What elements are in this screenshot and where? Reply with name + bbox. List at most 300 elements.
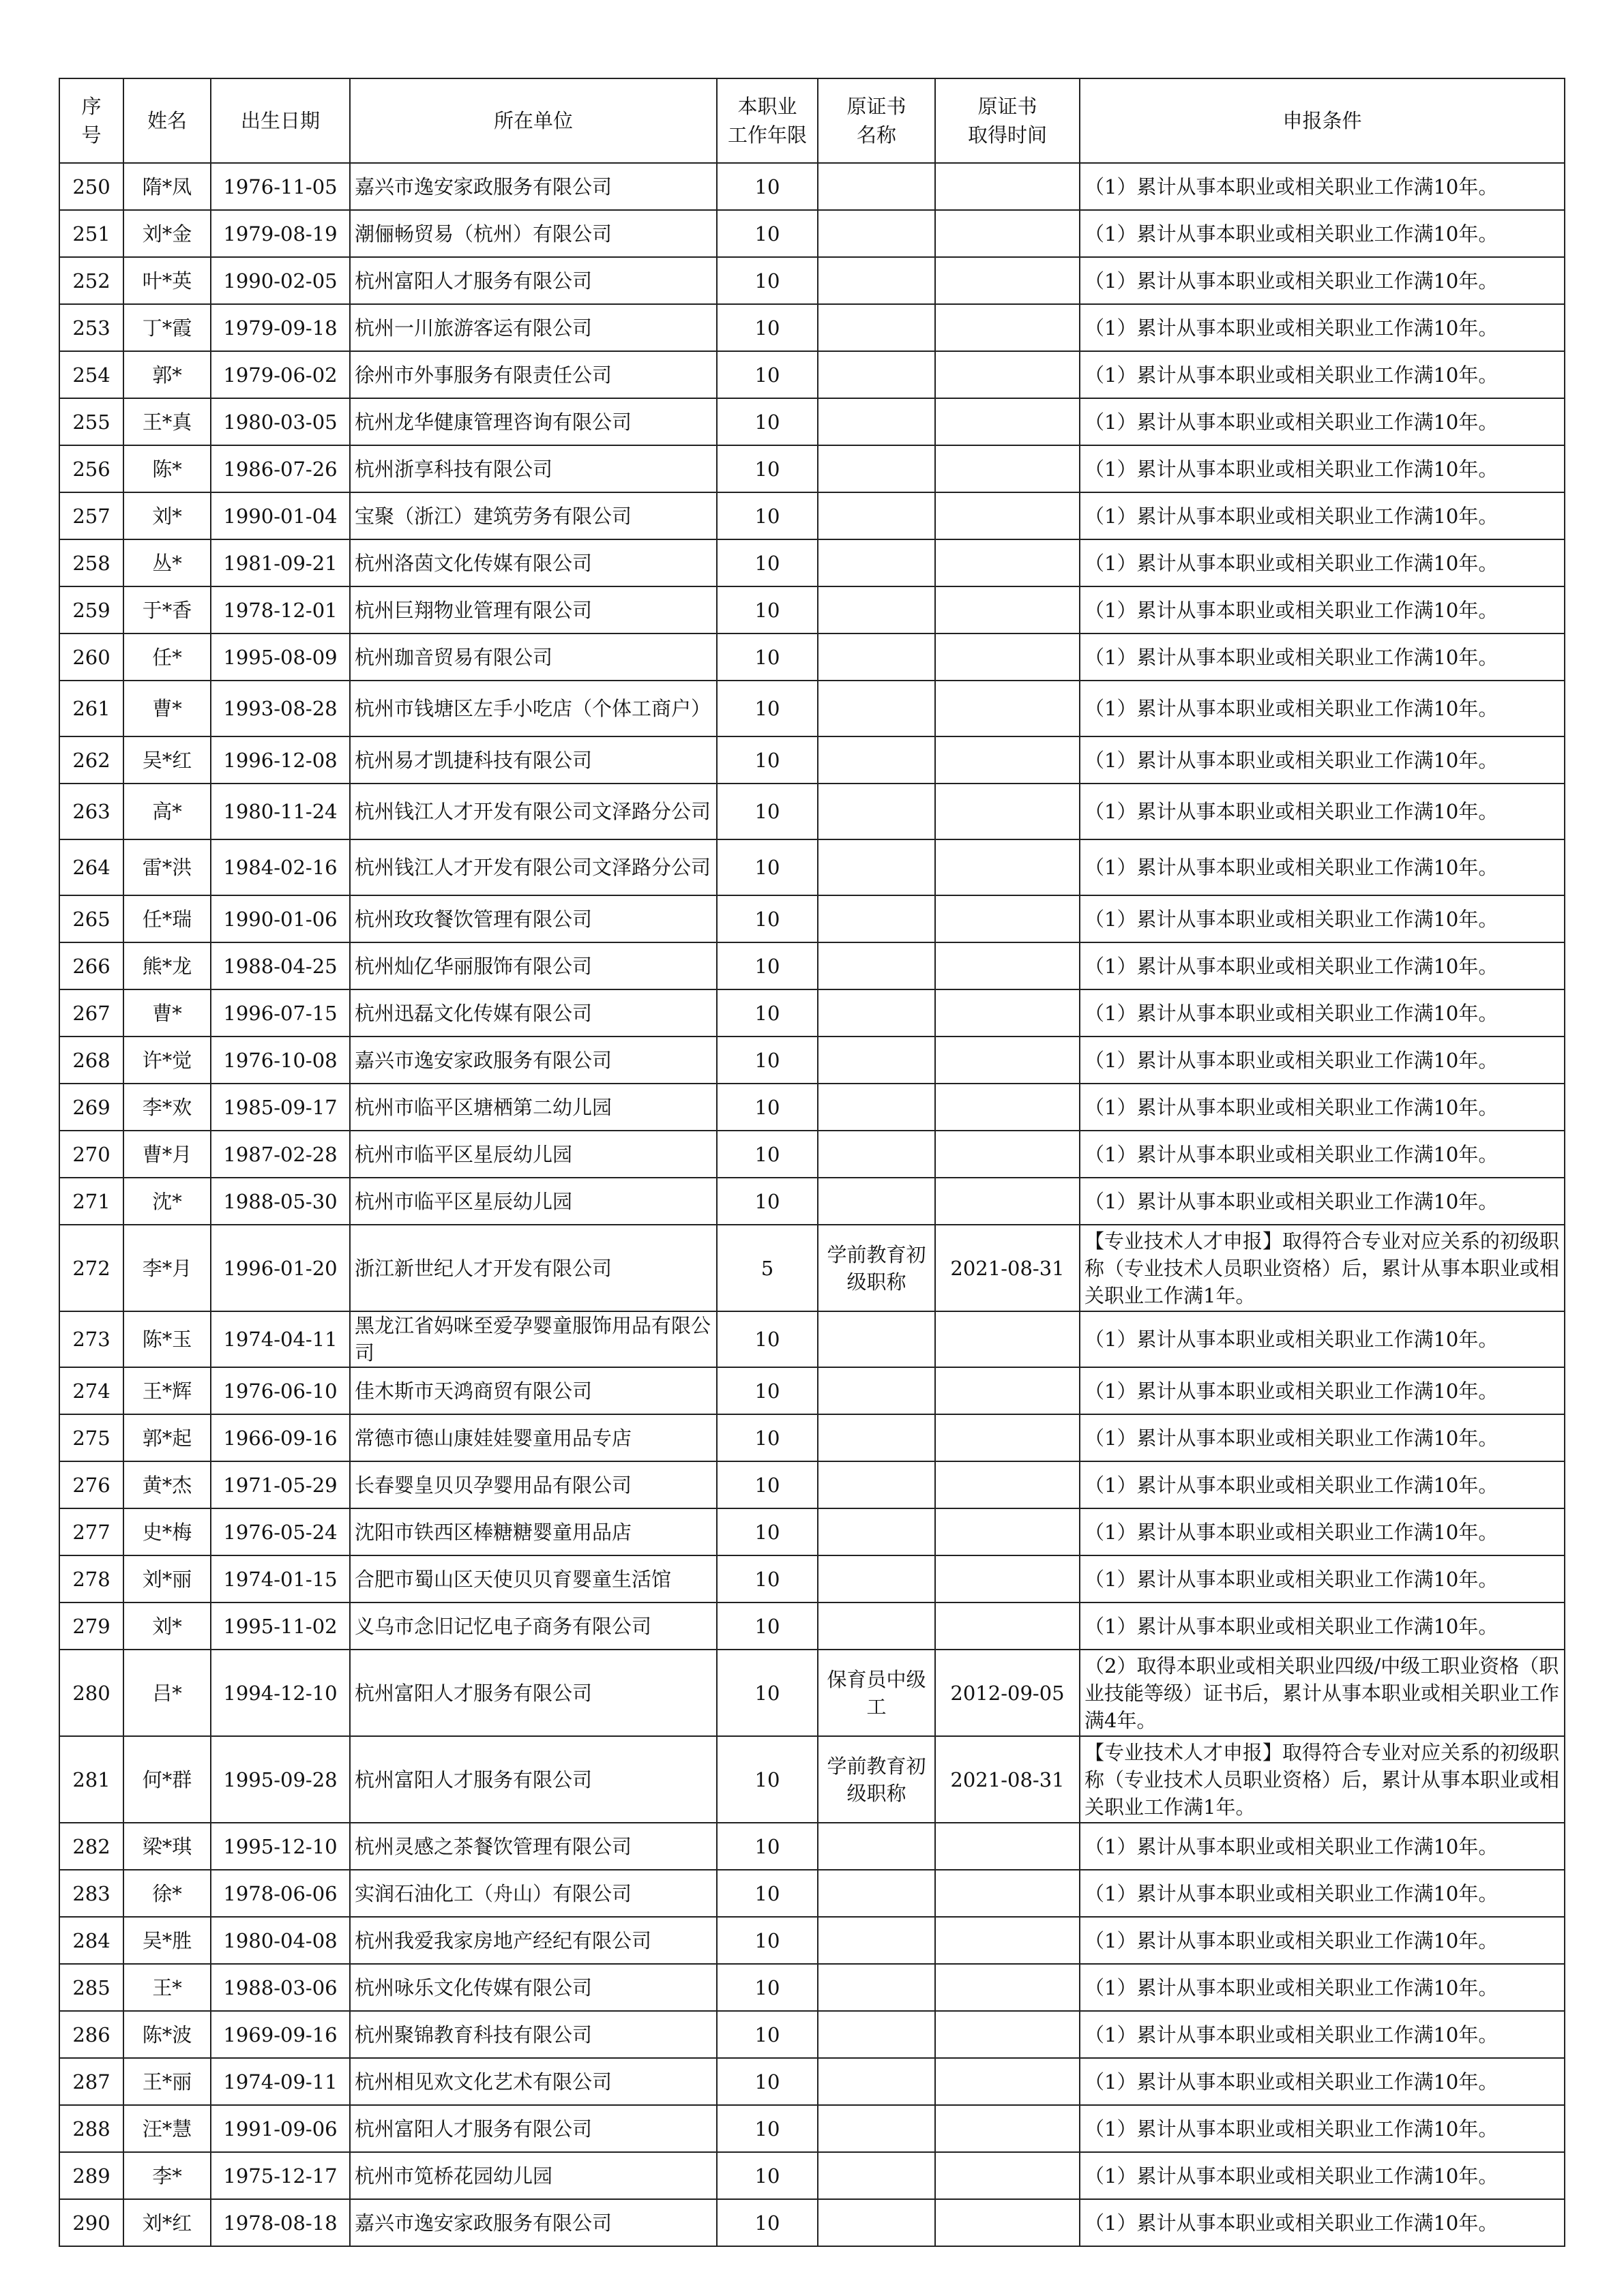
cell-condition: （1）累计从事本职业或相关职业工作满10年。 (1080, 895, 1565, 942)
cell-unit: 杭州富阳人才服务有限公司 (350, 1736, 717, 1823)
cell-cert-date (935, 1367, 1080, 1414)
cell-name: 曹* (123, 989, 211, 1037)
cell-cert-date (935, 2152, 1080, 2199)
cell-cert-name (818, 1917, 935, 1964)
cell-cert-date (935, 1870, 1080, 1917)
cell-birth: 1995-12-10 (211, 1823, 350, 1870)
cell-birth: 1995-09-28 (211, 1736, 350, 1823)
cell-cert-date (935, 633, 1080, 681)
cell-unit: 杭州钱江人才开发有限公司文泽路分公司 (350, 784, 717, 839)
cell-name: 刘*丽 (123, 1555, 211, 1602)
cell-cert-name (818, 633, 935, 681)
cell-birth: 1966-09-16 (211, 1414, 350, 1461)
cell-name: 沈* (123, 1178, 211, 1225)
cell-birth: 1976-06-10 (211, 1367, 350, 1414)
cell-unit: 杭州洛茵文化传媒有限公司 (350, 539, 717, 586)
cell-unit: 杭州富阳人才服务有限公司 (350, 257, 717, 304)
cell-cert-date (935, 1508, 1080, 1555)
cell-birth: 1996-12-08 (211, 736, 350, 784)
cell-birth: 1995-11-02 (211, 1602, 350, 1650)
cell-condition: （1）累计从事本职业或相关职业工作满10年。 (1080, 1602, 1565, 1650)
cell-cert-date (935, 1602, 1080, 1650)
table-row (59, 163, 1565, 210)
cell-unit: 宝聚（浙江）建筑劳务有限公司 (350, 492, 717, 539)
cell-years: 10 (717, 895, 818, 942)
table-row (59, 1964, 1565, 2011)
cell-years: 10 (717, 1736, 818, 1823)
cell-seq: 288 (59, 2105, 123, 2152)
table-row (59, 1414, 1565, 1461)
cell-seq: 277 (59, 1508, 123, 1555)
cell-cert-date (935, 839, 1080, 895)
cell-seq: 282 (59, 1823, 123, 1870)
cell-unit: 杭州龙华健康管理咨询有限公司 (350, 398, 717, 445)
cell-unit: 嘉兴市逸安家政服务有限公司 (350, 163, 717, 210)
cell-name: 王* (123, 1964, 211, 2011)
cell-name: 李*欢 (123, 1084, 211, 1131)
cell-condition: （1）累计从事本职业或相关职业工作满10年。 (1080, 2058, 1565, 2105)
cell-condition: （1）累计从事本职业或相关职业工作满10年。 (1080, 398, 1565, 445)
cell-cert-name (818, 895, 935, 942)
cell-unit: 杭州市临平区星辰幼儿园 (350, 1178, 717, 1225)
table-row (59, 257, 1565, 304)
cell-condition: （1）累计从事本职业或相关职业工作满10年。 (1080, 989, 1565, 1037)
cell-birth: 1974-09-11 (211, 2058, 350, 2105)
cell-cert-name (818, 1823, 935, 1870)
cell-name: 郭*起 (123, 1414, 211, 1461)
cell-name: 雷*洪 (123, 839, 211, 895)
cell-seq: 250 (59, 163, 123, 210)
cell-unit: 杭州相见欢文化艺术有限公司 (350, 2058, 717, 2105)
cell-cert-name (818, 736, 935, 784)
cell-condition: （1）累计从事本职业或相关职业工作满10年。 (1080, 539, 1565, 586)
cell-seq: 273 (59, 1311, 123, 1367)
cell-name: 黄*杰 (123, 1461, 211, 1508)
cell-years: 10 (717, 1555, 818, 1602)
cell-years: 10 (717, 633, 818, 681)
cell-seq: 290 (59, 2199, 123, 2246)
cell-unit: 杭州易才凯捷科技有限公司 (350, 736, 717, 784)
cell-condition: （1）累计从事本职业或相关职业工作满10年。 (1080, 492, 1565, 539)
table-row (59, 784, 1565, 839)
cell-name: 刘*金 (123, 210, 211, 257)
cell-years: 10 (717, 1917, 818, 1964)
cell-name: 汪*慧 (123, 2105, 211, 2152)
cell-birth: 1978-06-06 (211, 1870, 350, 1917)
cell-seq: 284 (59, 1917, 123, 1964)
cell-seq: 285 (59, 1964, 123, 2011)
cell-seq: 270 (59, 1131, 123, 1178)
cell-condition: （2）取得本职业或相关职业四级/中级工职业资格（职业技能等级）证书后，累计从事本职业或相关职业工作满4年。 (1080, 1650, 1565, 1736)
cell-condition: （1）累计从事本职业或相关职业工作满10年。 (1080, 839, 1565, 895)
cell-birth: 1988-03-06 (211, 1964, 350, 2011)
cell-seq: 253 (59, 304, 123, 351)
applicant-table (59, 78, 1565, 2247)
table-row (59, 1870, 1565, 1917)
cell-name: 王*丽 (123, 2058, 211, 2105)
cell-name: 许*觉 (123, 1037, 211, 1084)
cell-cert-name (818, 1508, 935, 1555)
cell-cert-name (818, 1555, 935, 1602)
cell-seq: 283 (59, 1870, 123, 1917)
cell-years: 10 (717, 2011, 818, 2058)
cell-cert-name (818, 989, 935, 1037)
cell-years: 10 (717, 1602, 818, 1650)
table-row (59, 1508, 1565, 1555)
cell-unit: 潮俪畅贸易（杭州）有限公司 (350, 210, 717, 257)
cell-cert-name (818, 1178, 935, 1225)
cell-unit: 杭州市钱塘区左手小吃店（个体工商户） (350, 681, 717, 736)
cell-name: 于*香 (123, 586, 211, 633)
cell-seq: 256 (59, 445, 123, 492)
cell-name: 刘* (123, 492, 211, 539)
cell-cert-name: 学前教育初级职称 (818, 1736, 935, 1823)
table-row (59, 1225, 1565, 1311)
cell-unit: 黑龙江省妈咪至爱孕婴童服饰用品有限公司 (350, 1311, 717, 1367)
cell-condition: （1）累计从事本职业或相关职业工作满10年。 (1080, 1964, 1565, 2011)
cell-years: 10 (717, 492, 818, 539)
cell-seq: 268 (59, 1037, 123, 1084)
cell-name: 王*辉 (123, 1367, 211, 1414)
cell-cert-date (935, 2105, 1080, 2152)
cell-cert-date (935, 2011, 1080, 2058)
header-cert-name: 原证书 名称 (818, 78, 935, 163)
header-row (59, 78, 1565, 163)
cell-birth: 1990-01-06 (211, 895, 350, 942)
cell-cert-name (818, 942, 935, 989)
cell-name: 郭* (123, 351, 211, 398)
cell-condition: （1）累计从事本职业或相关职业工作满10年。 (1080, 1084, 1565, 1131)
cell-cert-name (818, 586, 935, 633)
cell-years: 10 (717, 2058, 818, 2105)
cell-seq: 252 (59, 257, 123, 304)
cell-name: 徐* (123, 1870, 211, 1917)
cell-birth: 1969-09-16 (211, 2011, 350, 2058)
cell-years: 10 (717, 1823, 818, 1870)
cell-birth: 1980-11-24 (211, 784, 350, 839)
cell-birth: 1981-09-21 (211, 539, 350, 586)
cell-years: 10 (717, 539, 818, 586)
cell-unit: 杭州市笕桥花园幼儿园 (350, 2152, 717, 2199)
cell-seq: 263 (59, 784, 123, 839)
cell-cert-name (818, 1461, 935, 1508)
cell-cert-name: 学前教育初级职称 (818, 1225, 935, 1311)
cell-condition: （1）累计从事本职业或相关职业工作满10年。 (1080, 1131, 1565, 1178)
cell-name: 吕* (123, 1650, 211, 1736)
cell-condition: （1）累计从事本职业或相关职业工作满10年。 (1080, 784, 1565, 839)
table-row (59, 1555, 1565, 1602)
cell-unit: 杭州玫玫餐饮管理有限公司 (350, 895, 717, 942)
cell-cert-name (818, 445, 935, 492)
cell-birth: 1979-06-02 (211, 351, 350, 398)
cell-unit: 杭州富阳人才服务有限公司 (350, 2105, 717, 2152)
cell-condition: （1）累计从事本职业或相关职业工作满10年。 (1080, 633, 1565, 681)
table-row (59, 1084, 1565, 1131)
cell-unit: 合肥市蜀山区天使贝贝育婴童生活馆 (350, 1555, 717, 1602)
table-row (59, 586, 1565, 633)
cell-condition: （1）累计从事本职业或相关职业工作满10年。 (1080, 736, 1565, 784)
cell-unit: 长春婴皇贝贝孕婴用品有限公司 (350, 1461, 717, 1508)
cell-condition: 【专业技术人才申报】取得符合专业对应关系的初级职称（专业技术人员职业资格）后，累计从事本职业或相关职业工作满1年。 (1080, 1225, 1565, 1311)
cell-birth: 1990-02-05 (211, 257, 350, 304)
header-name: 姓名 (123, 78, 211, 163)
cell-unit: 佳木斯市天鸿商贸有限公司 (350, 1367, 717, 1414)
cell-cert-name (818, 1964, 935, 2011)
cell-years: 10 (717, 586, 818, 633)
cell-birth: 1986-07-26 (211, 445, 350, 492)
cell-cert-date (935, 586, 1080, 633)
header-cert-date: 原证书 取得时间 (935, 78, 1080, 163)
cell-seq: 267 (59, 989, 123, 1037)
cell-condition: （1）累计从事本职业或相关职业工作满10年。 (1080, 1178, 1565, 1225)
cell-condition: （1）累计从事本职业或相关职业工作满10年。 (1080, 1555, 1565, 1602)
cell-cert-name (818, 1870, 935, 1917)
cell-unit: 实润石油化工（舟山）有限公司 (350, 1870, 717, 1917)
cell-years: 10 (717, 1508, 818, 1555)
cell-seq: 272 (59, 1225, 123, 1311)
cell-seq: 286 (59, 2011, 123, 2058)
table-row (59, 210, 1565, 257)
cell-seq: 251 (59, 210, 123, 257)
cell-unit: 杭州巨翔物业管理有限公司 (350, 586, 717, 633)
cell-seq: 262 (59, 736, 123, 784)
cell-cert-date (935, 1178, 1080, 1225)
cell-unit: 常德市德山康娃娃婴童用品专店 (350, 1414, 717, 1461)
cell-years: 10 (717, 1650, 818, 1736)
cell-name: 陈*玉 (123, 1311, 211, 1367)
cell-birth: 1980-03-05 (211, 398, 350, 445)
cell-seq: 261 (59, 681, 123, 736)
cell-name: 刘* (123, 1602, 211, 1650)
cell-name: 梁*琪 (123, 1823, 211, 1870)
table-body (59, 163, 1565, 2246)
cell-seq: 260 (59, 633, 123, 681)
cell-cert-date (935, 398, 1080, 445)
cell-cert-date (935, 163, 1080, 210)
cell-seq: 275 (59, 1414, 123, 1461)
cell-seq: 254 (59, 351, 123, 398)
cell-years: 10 (717, 1964, 818, 2011)
cell-cert-date (935, 445, 1080, 492)
cell-condition: （1）累计从事本职业或相关职业工作满10年。 (1080, 2105, 1565, 2152)
cell-name: 丁*霞 (123, 304, 211, 351)
table-row (59, 942, 1565, 989)
cell-name: 王*真 (123, 398, 211, 445)
cell-birth: 1976-10-08 (211, 1037, 350, 1084)
cell-condition: （1）累计从事本职业或相关职业工作满10年。 (1080, 586, 1565, 633)
cell-condition: （1）累计从事本职业或相关职业工作满10年。 (1080, 257, 1565, 304)
cell-birth: 1994-12-10 (211, 1650, 350, 1736)
cell-unit: 杭州市临平区星辰幼儿园 (350, 1131, 717, 1178)
cell-birth: 1975-12-17 (211, 2152, 350, 2199)
cell-cert-name (818, 2011, 935, 2058)
cell-birth: 1974-01-15 (211, 1555, 350, 1602)
header-condition: 申报条件 (1080, 78, 1565, 163)
cell-seq: 279 (59, 1602, 123, 1650)
cell-condition: （1）累计从事本职业或相关职业工作满10年。 (1080, 445, 1565, 492)
cell-condition: （1）累计从事本职业或相关职业工作满10年。 (1080, 1311, 1565, 1367)
table-row (59, 1311, 1565, 1367)
cell-cert-date (935, 351, 1080, 398)
cell-years: 10 (717, 2152, 818, 2199)
header-birth: 出生日期 (211, 78, 350, 163)
cell-name: 任*瑞 (123, 895, 211, 942)
cell-birth: 1995-08-09 (211, 633, 350, 681)
cell-years: 10 (717, 1131, 818, 1178)
cell-cert-name: 保育员中级工 (818, 1650, 935, 1736)
cell-years: 10 (717, 1311, 818, 1367)
table-row (59, 1131, 1565, 1178)
table-row (59, 1823, 1565, 1870)
table-row (59, 839, 1565, 895)
cell-birth: 1996-07-15 (211, 989, 350, 1037)
cell-seq: 266 (59, 942, 123, 989)
cell-unit: 嘉兴市逸安家政服务有限公司 (350, 1037, 717, 1084)
table-row (59, 736, 1565, 784)
cell-cert-name (818, 351, 935, 398)
cell-condition: （1）累计从事本职业或相关职业工作满10年。 (1080, 304, 1565, 351)
cell-name: 刘*红 (123, 2199, 211, 2246)
cell-years: 10 (717, 839, 818, 895)
cell-unit: 杭州珈音贸易有限公司 (350, 633, 717, 681)
cell-cert-date (935, 1917, 1080, 1964)
cell-cert-date (935, 210, 1080, 257)
cell-condition: （1）累计从事本职业或相关职业工作满10年。 (1080, 1414, 1565, 1461)
cell-years: 10 (717, 681, 818, 736)
cell-years: 5 (717, 1225, 818, 1311)
cell-seq: 278 (59, 1555, 123, 1602)
cell-condition: （1）累计从事本职业或相关职业工作满10年。 (1080, 1823, 1565, 1870)
cell-unit: 杭州一川旅游客运有限公司 (350, 304, 717, 351)
cell-birth: 1978-08-18 (211, 2199, 350, 2246)
cell-cert-name (818, 2152, 935, 2199)
cell-birth: 1987-02-28 (211, 1131, 350, 1178)
cell-seq: 281 (59, 1736, 123, 1823)
cell-seq: 258 (59, 539, 123, 586)
table-row (59, 2199, 1565, 2246)
cell-unit: 杭州钱江人才开发有限公司文泽路分公司 (350, 839, 717, 895)
cell-seq: 289 (59, 2152, 123, 2199)
cell-condition: （1）累计从事本职业或相关职业工作满10年。 (1080, 1917, 1565, 1964)
cell-cert-name (818, 681, 935, 736)
cell-unit: 徐州市外事服务有限责任公司 (350, 351, 717, 398)
cell-birth: 1980-04-08 (211, 1917, 350, 1964)
cell-cert-name (818, 1311, 935, 1367)
cell-cert-date (935, 1037, 1080, 1084)
cell-name: 何*群 (123, 1736, 211, 1823)
table-header (59, 78, 1565, 163)
cell-unit: 杭州浙享科技有限公司 (350, 445, 717, 492)
cell-cert-name (818, 1037, 935, 1084)
table-row (59, 398, 1565, 445)
cell-cert-name (818, 1602, 935, 1650)
cell-cert-date: 2021-08-31 (935, 1736, 1080, 1823)
cell-years: 10 (717, 784, 818, 839)
table-row (59, 1367, 1565, 1414)
cell-cert-date (935, 1131, 1080, 1178)
header-unit: 所在单位 (350, 78, 717, 163)
cell-cert-date (935, 1084, 1080, 1131)
cell-cert-name (818, 492, 935, 539)
table-row (59, 2011, 1565, 2058)
cell-cert-date (935, 989, 1080, 1037)
cell-unit: 杭州灿亿华丽服饰有限公司 (350, 942, 717, 989)
cell-cert-date (935, 539, 1080, 586)
cell-birth: 1993-08-28 (211, 681, 350, 736)
cell-cert-name (818, 163, 935, 210)
cell-cert-name (818, 839, 935, 895)
table-row (59, 633, 1565, 681)
cell-years: 10 (717, 2105, 818, 2152)
cell-cert-date (935, 1414, 1080, 1461)
cell-years: 10 (717, 1461, 818, 1508)
cell-cert-date (935, 492, 1080, 539)
cell-unit: 杭州富阳人才服务有限公司 (350, 1650, 717, 1736)
table-row (59, 1037, 1565, 1084)
table-row (59, 351, 1565, 398)
cell-years: 10 (717, 1367, 818, 1414)
cell-name: 曹*月 (123, 1131, 211, 1178)
cell-cert-name (818, 2105, 935, 2152)
cell-seq: 259 (59, 586, 123, 633)
cell-cert-name (818, 539, 935, 586)
cell-condition: （1）累计从事本职业或相关职业工作满10年。 (1080, 210, 1565, 257)
cell-condition: （1）累计从事本职业或相关职业工作满10年。 (1080, 2199, 1565, 2246)
cell-cert-name (818, 398, 935, 445)
cell-cert-name (818, 1131, 935, 1178)
cell-unit: 杭州我爱我家房地产经纪有限公司 (350, 1917, 717, 1964)
cell-cert-date: 2021-08-31 (935, 1225, 1080, 1311)
cell-seq: 257 (59, 492, 123, 539)
cell-years: 10 (717, 1037, 818, 1084)
cell-seq: 280 (59, 1650, 123, 1736)
cell-name: 隋*凤 (123, 163, 211, 210)
table-row (59, 1650, 1565, 1736)
table-row (59, 2105, 1565, 2152)
cell-condition: （1）累计从事本职业或相关职业工作满10年。 (1080, 1367, 1565, 1414)
table-row (59, 2152, 1565, 2199)
cell-condition: （1）累计从事本职业或相关职业工作满10年。 (1080, 1037, 1565, 1084)
cell-condition: （1）累计从事本职业或相关职业工作满10年。 (1080, 1508, 1565, 1555)
cell-birth: 1974-04-11 (211, 1311, 350, 1367)
cell-birth: 1988-04-25 (211, 942, 350, 989)
cell-cert-name (818, 2199, 935, 2246)
cell-cert-date (935, 1461, 1080, 1508)
cell-unit: 沈阳市铁西区棒糖糖婴童用品店 (350, 1508, 717, 1555)
cell-birth: 1991-09-06 (211, 2105, 350, 2152)
cell-cert-date (935, 942, 1080, 989)
cell-birth: 1978-12-01 (211, 586, 350, 633)
cell-cert-name (818, 1414, 935, 1461)
cell-name: 陈* (123, 445, 211, 492)
cell-unit: 义乌市念旧记忆电子商务有限公司 (350, 1602, 717, 1650)
table-row (59, 304, 1565, 351)
cell-condition: （1）累计从事本职业或相关职业工作满10年。 (1080, 351, 1565, 398)
cell-name: 史*梅 (123, 1508, 211, 1555)
cell-birth: 1971-05-29 (211, 1461, 350, 1508)
cell-cert-date (935, 1555, 1080, 1602)
cell-years: 10 (717, 942, 818, 989)
cell-name: 曹* (123, 681, 211, 736)
cell-unit: 杭州市临平区塘栖第二幼儿园 (350, 1084, 717, 1131)
cell-cert-name (818, 784, 935, 839)
cell-years: 10 (717, 989, 818, 1037)
table-row (59, 895, 1565, 942)
cell-years: 10 (717, 445, 818, 492)
cell-unit: 杭州迅磊文化传媒有限公司 (350, 989, 717, 1037)
cell-cert-date (935, 2199, 1080, 2246)
table-row (59, 1736, 1565, 1823)
